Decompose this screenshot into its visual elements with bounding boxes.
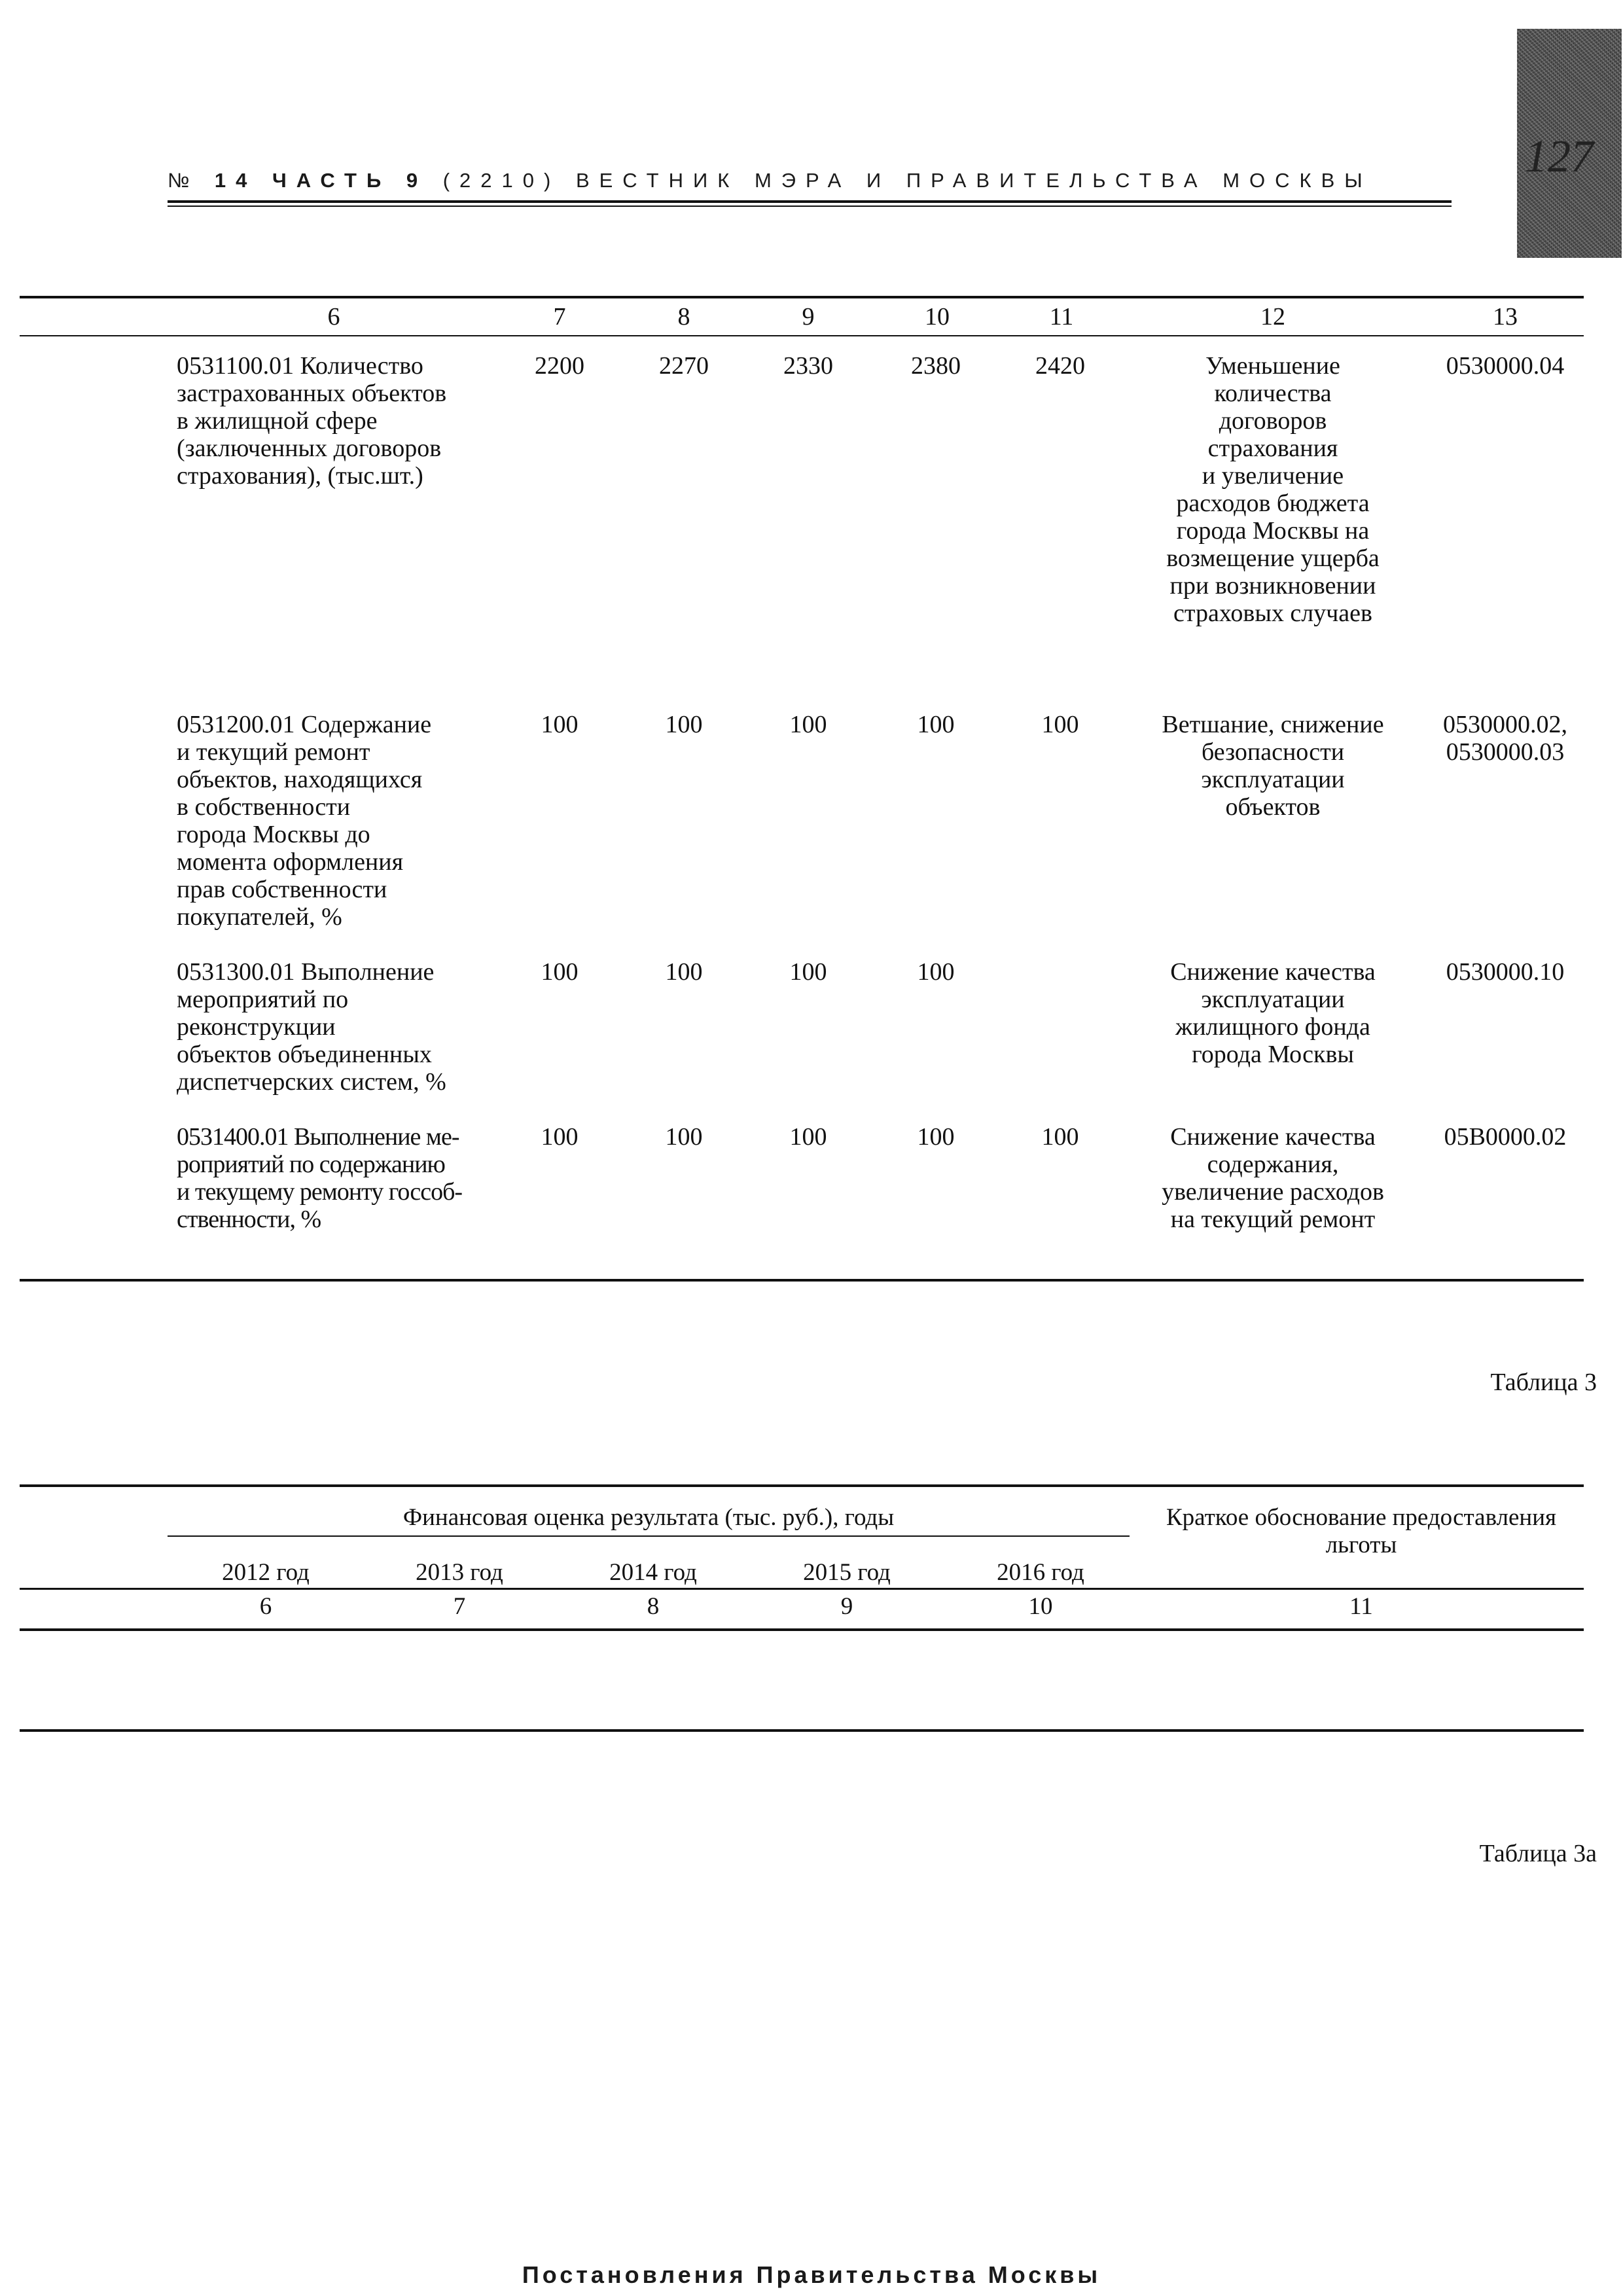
indicator-line: 0531200.01 Содержание — [177, 711, 432, 738]
row-4-value-2013: 100 — [665, 1123, 703, 1151]
code-line: 0530000.04 — [1446, 352, 1565, 380]
indicator-line: момента оформления — [177, 848, 404, 876]
row-2-consequence — [1135, 711, 1410, 821]
table-row-4-indicator — [177, 1123, 484, 1233]
row-1-code — [1414, 352, 1597, 380]
code-line: 0530000.03 — [1446, 738, 1565, 766]
row-1-value-2012: 2200 — [535, 352, 584, 380]
indicator-line: ственности, % — [177, 1206, 321, 1233]
row-1-value-2016: 2420 — [1035, 352, 1085, 380]
indicator-line: застрахованных объектов — [177, 380, 447, 407]
table3-columns-rule — [20, 1628, 1584, 1631]
row-3-consequence — [1135, 958, 1410, 1068]
row-3-value-2015: 100 — [917, 958, 955, 986]
row-4-code — [1414, 1123, 1597, 1151]
indicator-line: объектов, находящихся — [177, 766, 423, 793]
indicator-line: роприятий по содержанию — [177, 1151, 445, 1178]
page-footer: Постановления Правительства Москвы — [522, 2261, 1101, 2288]
header-rule-top — [168, 200, 1452, 203]
table3a-caption: Таблица 3а — [1479, 1840, 1597, 1867]
consequence-line: количества — [1214, 380, 1332, 407]
table3-justification-header — [1135, 1504, 1587, 1559]
journal-title: ВЕСТНИК МЭРА И ПРАВИТЕЛЬСТВА МОСКВЫ — [575, 169, 1372, 192]
indicator-line: объектов объединенных — [177, 1041, 432, 1068]
table1-col-10: 10 — [925, 303, 950, 331]
row-3-value-2014: 100 — [789, 958, 827, 986]
table3-year-2012: 2012 год — [222, 1559, 310, 1586]
justification-header-line: Краткое обоснование предоставления — [1166, 1504, 1557, 1531]
indicator-line: в собственности — [177, 793, 351, 821]
table1-col-12: 12 — [1260, 303, 1285, 331]
justification-header-line: льготы — [1325, 1532, 1397, 1558]
consequence-line: жилищного фонда — [1175, 1013, 1370, 1041]
table1-col-13: 13 — [1493, 303, 1518, 331]
table-row-1-indicator — [177, 352, 484, 490]
row-1-value-2013: 2270 — [659, 352, 709, 380]
row-3-value-2013: 100 — [665, 958, 703, 986]
table3-bottom-rule — [20, 1729, 1584, 1732]
table1-col-8: 8 — [677, 303, 690, 331]
row-4-value-2016: 100 — [1041, 1123, 1079, 1151]
row-3-code — [1414, 958, 1597, 986]
row-4-value-2012: 100 — [541, 1123, 579, 1151]
consequence-line: Уменьшение — [1205, 352, 1340, 380]
table1-bottom-rule — [20, 1279, 1584, 1282]
row-1-value-2014: 2330 — [783, 352, 833, 380]
indicator-line: города Москвы до — [177, 821, 370, 848]
row-2-code — [1414, 711, 1597, 766]
row-2-value-2014: 100 — [789, 711, 827, 738]
table3-caption: Таблица 3 — [1490, 1369, 1597, 1396]
running-header — [168, 169, 1372, 192]
row-4-value-2015: 100 — [917, 1123, 955, 1151]
row-4-consequence — [1135, 1123, 1410, 1233]
table3-year-2013: 2013 год — [416, 1559, 503, 1586]
table3-top-rule — [20, 1484, 1584, 1487]
consequence-line: Снижение качества — [1170, 958, 1376, 986]
header-rule-bottom — [168, 206, 1452, 207]
row-2-value-2012: 100 — [541, 711, 579, 738]
table3-year-2014: 2014 год — [609, 1559, 697, 1586]
consequence-line: города Москвы на — [1176, 517, 1370, 545]
consequence-line: и увеличение — [1202, 462, 1344, 490]
indicator-line: 0531300.01 Выполнение — [177, 958, 435, 986]
indicator-line: в жилищной сфере — [177, 407, 378, 435]
table1-col-7: 7 — [553, 303, 566, 331]
consequence-line: содержания, — [1207, 1151, 1339, 1178]
indicator-line: 0531400.01 Выполнение ме- — [177, 1123, 459, 1151]
table3-col-10: 10 — [1028, 1593, 1053, 1620]
consequence-line: эксплуатации — [1201, 766, 1345, 793]
consequence-line: договоров — [1219, 407, 1327, 435]
table1-col-11: 11 — [1049, 303, 1074, 331]
row-2-value-2013: 100 — [665, 711, 703, 738]
indicator-line: и текущий ремонт — [177, 738, 370, 766]
table3-col-9: 9 — [840, 1593, 853, 1620]
table3-col-6: 6 — [259, 1593, 272, 1620]
consequence-line: Ветшание, снижение — [1162, 711, 1384, 738]
table3-year-2015: 2015 год — [803, 1559, 891, 1586]
table1-header-rule — [20, 335, 1584, 336]
row-1-value-2015: 2380 — [911, 352, 961, 380]
table1-top-rule — [20, 296, 1584, 298]
consequence-line: страхования — [1207, 435, 1338, 462]
table1-col-9: 9 — [802, 303, 815, 331]
issue-part: ЧАСТЬ 9 — [272, 169, 428, 192]
indicator-line: диспетчерских систем, % — [177, 1068, 446, 1096]
indicator-line: страхования), (тыс.шт.) — [177, 462, 423, 490]
table3-col-11: 11 — [1349, 1593, 1373, 1620]
indicator-line: покупателей, % — [177, 903, 342, 931]
consequence-line: Снижение качества — [1170, 1123, 1376, 1151]
row-2-value-2015: 100 — [917, 711, 955, 738]
indicator-line: реконструкции — [177, 1013, 336, 1041]
table3-group-rule — [168, 1535, 1130, 1537]
indicator-line: прав собственности — [177, 876, 387, 903]
table-row-3-indicator — [177, 958, 484, 1096]
consequence-line: при возникновении — [1169, 572, 1376, 600]
indicator-line: (заключенных договоров — [177, 435, 442, 462]
consequence-line: объектов — [1225, 793, 1321, 821]
table3-group-header: Финансовая оценка результата (тыс. руб.), годы — [402, 1504, 895, 1531]
table1-col-6: 6 — [327, 303, 340, 331]
number-sign: № — [168, 169, 200, 192]
indicator-line: 0531100.01 Количество — [177, 352, 423, 380]
table-row-2-indicator — [177, 711, 484, 931]
consequence-line: увеличение расходов — [1162, 1178, 1384, 1206]
code-line: 0530000.10 — [1446, 958, 1565, 986]
issue-serial: (2210) — [442, 169, 561, 192]
code-line: 05В0000.02 — [1444, 1123, 1567, 1151]
code-line: 0530000.02, — [1443, 711, 1567, 738]
consequence-line: безопасности — [1201, 738, 1345, 766]
row-4-value-2014: 100 — [789, 1123, 827, 1151]
indicator-line: и текущему ремонту госсоб- — [177, 1178, 463, 1206]
consequence-line: расходов бюджета — [1176, 490, 1370, 517]
issue-number: 14 — [214, 169, 257, 192]
table3-year-2016: 2016 год — [997, 1559, 1084, 1586]
table3-col-8: 8 — [647, 1593, 660, 1620]
row-3-value-2012: 100 — [541, 958, 579, 986]
table3-header-rule — [20, 1588, 1584, 1590]
consequence-line: на текущий ремонт — [1170, 1206, 1376, 1233]
indicator-line: мероприятий по — [177, 986, 349, 1013]
consequence-line: эксплуатации — [1201, 986, 1345, 1013]
row-1-consequence — [1135, 352, 1410, 627]
page-number: 127 — [1525, 132, 1594, 182]
table3-col-7: 7 — [453, 1593, 466, 1620]
consequence-line: страховых случаев — [1173, 600, 1372, 627]
consequence-line: города Москвы — [1192, 1041, 1354, 1068]
consequence-line: возмещение ущерба — [1166, 545, 1380, 572]
row-2-value-2016: 100 — [1041, 711, 1079, 738]
